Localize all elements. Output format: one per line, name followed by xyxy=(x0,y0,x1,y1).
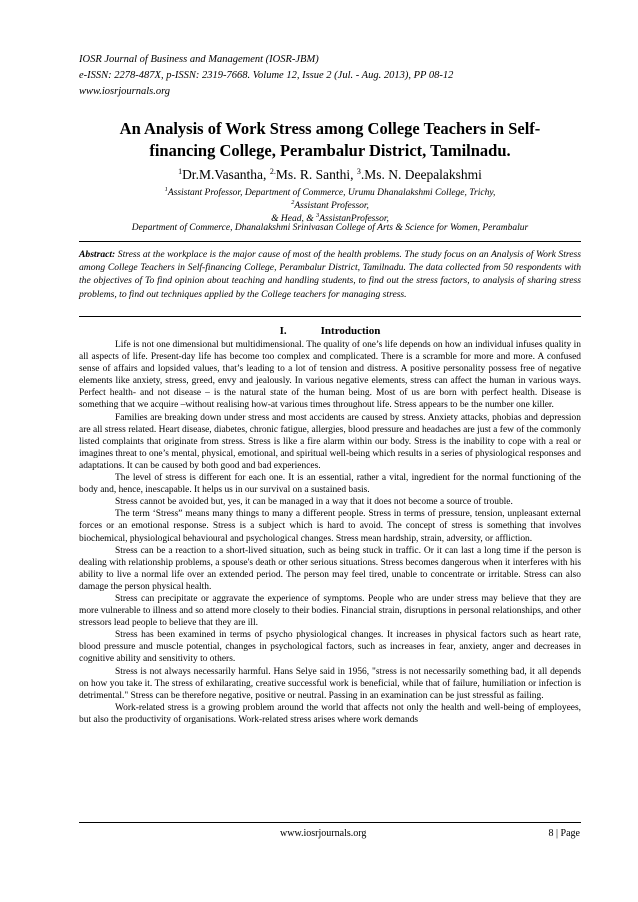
title-line-1: An Analysis of Work Stress among College Teachers in Self- xyxy=(119,119,541,138)
author-2-marker: 2. xyxy=(269,167,276,176)
paragraph: Stress can precipitate or aggravate the experience of symptoms. People who are under stress may believe that they are more vulnerable to illness and so attend more closely to their bodies. Financial strain, disruptions in personal relationships, and other stressors lead people to believe that they are ill. xyxy=(79,593,581,629)
paragraph: The term ‘Stress” means many things to many a different people. Stress in terms of pressure, tension, unpleasant external forces or an emotional response. Stress is a subject which is hard to avoid. The concept of stress is something that involves biochemical, physiological behavioural and psychological changes. Stress mean hardship, strain, adversity, or affliction. xyxy=(79,509,581,544)
author-list xyxy=(79,163,581,184)
paragraph: Stress has been examined in terms of psycho physiological changes. It increases in physical factors such as heart rate, blood pressure and muscle potential, changes in psychological factors, such as increases in fear, anxiety, anger and decreases in cognitive ability and sensitivity to others. xyxy=(79,630,581,665)
paragraph: Work-related stress is a growing problem around the world that affects not only the health and well-being of employees, but also the productivity of organisations. Work-related stress arises where work demands xyxy=(79,702,581,725)
section-number: I. xyxy=(279,325,287,337)
abstract-bottom-rule xyxy=(79,316,581,317)
affiliation-1-text: Assistant Professor, Department of Commerce, Urumu Dhanalakshmi College, Trichy, xyxy=(167,188,496,198)
journal-issn: e-ISSN: 2278-487X, p-ISSN: 2319-7668. Volume 12, Issue 2 (Jul. - Aug. 2013), PP 08-12 xyxy=(79,70,454,81)
affiliation-2-marker: 2 xyxy=(291,199,295,206)
paragraph: Life is not one dimensional but multidimensional. The quality of one’s life depends on how an individual infuses quality in all aspects of life. Present-day life has become too complex and complicated. There is a scramble for more and more. A confused sense of affairs and lopsided values, that’s leading to a lot of tension and distress. A positive personality possess free of negative elements like anxiety, stress, greed, envy and jealously. In various negative elements, stress can affect the human in various ways. Perfect health- and not disease – is the natural state of the human being. Most of us are born with perfect health. Disease is something that we acquire –without realising how-at various times throughout life. Stress appears to be the number one killer. xyxy=(79,340,581,411)
abstract-top-rule xyxy=(79,241,581,242)
affiliation-2-text: Assistant Professor, xyxy=(294,201,369,211)
paragraph: Stress can be a reaction to a short-lived situation, such as being stuck in traffic. Or it can last a long time if the person is dealing with relationship problems, a spouse's death or other serious situations. Stress becomes dangerous when it interferes with his ability to live a normal life over an extended period. The person may feel tired, unable to concentrate or irritable. Stress can also damage the person physical health. xyxy=(79,545,581,592)
affiliation-4-text: Department of Commerce, Dhanalakshmi Srinivasan College of Arts & Science for Women, Perambalur xyxy=(131,223,529,233)
paper-title xyxy=(79,118,581,162)
affiliation-line-4 xyxy=(79,222,581,235)
footer-rule xyxy=(79,822,581,823)
affiliation-3-marker: 3 xyxy=(316,212,320,219)
page-number: 8 | Page xyxy=(548,828,580,839)
paragraph: Stress cannot be avoided but, yes, it can be managed in a way that it does not become a source of trouble. xyxy=(115,497,513,508)
author-1-marker: 1 xyxy=(178,167,183,176)
affiliation-1-marker: 1 xyxy=(164,186,168,193)
journal-header xyxy=(79,52,579,100)
abstract-text: Stress at the workplace is the major cause of most of the health problems. The study focus on an Analysis of Work Stress among College Teachers in Self-financing College, Perambalur District, Tamilnadu. The data collected from 50 respondents with the objectives of To find opinion about teaching and handling students, to find out the stress factors, to analysis of sharing stress problems, to find out techniques applied by the College teachers for managing stress. xyxy=(79,249,581,300)
abstract xyxy=(79,248,581,301)
author-3: .Ms. N. Deepalakshmi xyxy=(360,167,482,182)
abstract-label: Abstract: xyxy=(79,249,116,260)
affiliation-3-prefix: & Head, & xyxy=(271,214,316,224)
section-title: Introduction xyxy=(320,325,381,337)
footer-url: www.iosrjournals.org xyxy=(280,828,367,839)
author-2: Ms. R. Santhi, xyxy=(275,167,357,182)
paragraph: Stress is not always necessarily harmful. Hans Selye said in 1956, "stress is not necessarily something bad, it all depends on how you take it. The stress of exhilarating, creative successful work is beneficial, while that of failure, humiliation or infection is detrimental." Stress can be therefore negative, positive or neutral. Passing in an examination can be just stressful as failing. xyxy=(79,666,581,701)
journal-name: IOSR Journal of Business and Management (IOSR-JBM) xyxy=(79,54,319,65)
journal-url: www.iosrjournals.org xyxy=(79,86,171,97)
title-line-2: financing College, Perambalur District, Tamilnadu. xyxy=(149,141,511,160)
section-heading xyxy=(79,324,581,338)
paragraph: Families are breaking down under stress and most accidents are caused by stress. Anxiety attacks, phobias and depression are all stress related. Heart disease, diabetes, chronic fatigue, allergies, blood pressure and headaches are just a few of the commonly listed complaints that originate from stress. Stress is like a fire alarm within our body. Stress is the inability to cope with a real or imagines threat to one’s mental, physical, emotional, and spiritual well-being which results in a series of physiological responses and adaptations. It can be caused by both good and bad experiences. xyxy=(79,412,581,471)
affiliation-3-text: AssistanProfessor, xyxy=(319,214,389,224)
author-1: Dr.M.Vasantha, xyxy=(182,167,270,182)
paragraph: The level of stress is different for each one. It is an essential, rather a vital, ingredient for the normal functioning of the body and, hence, inescapable. It helps us in our survival on a sustained basis. xyxy=(79,473,581,496)
body-text xyxy=(79,339,581,726)
author-3-marker: 3 xyxy=(356,167,361,176)
